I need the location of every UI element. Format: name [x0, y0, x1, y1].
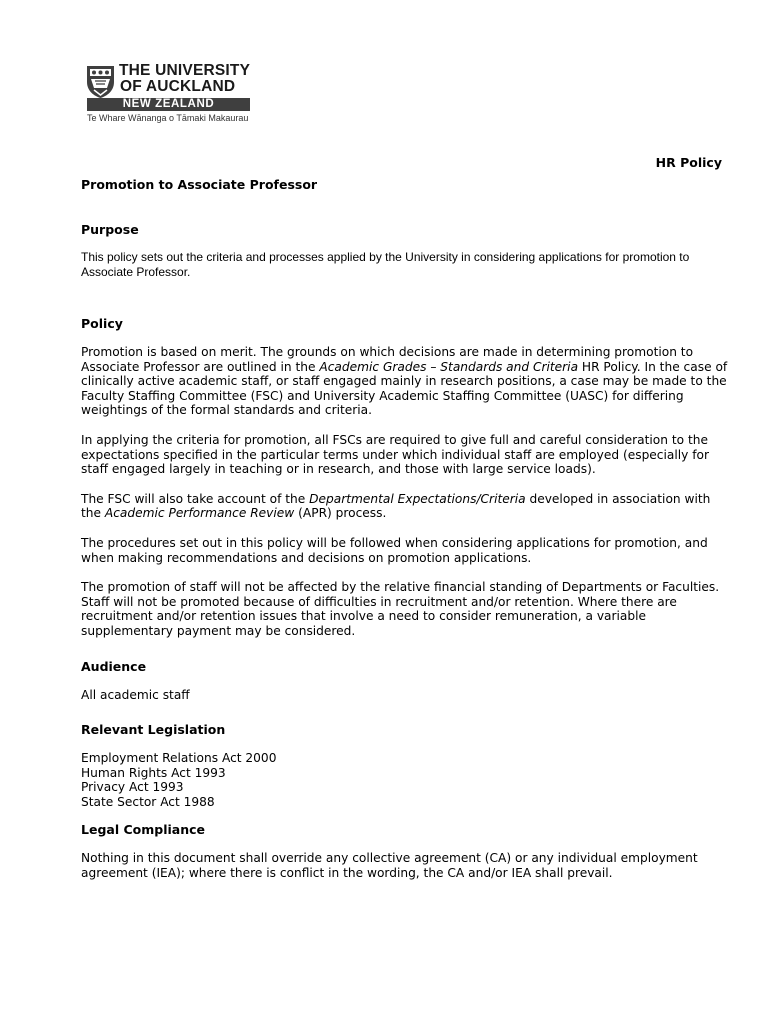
policy-heading: Policy	[81, 316, 123, 331]
legislation-item: Human Rights Act 1993	[81, 765, 226, 780]
purpose-text: This policy sets out the criteria and processes applied by the University in considering applications for promotion to Associate Professor.	[81, 250, 690, 279]
policy-paragraph-1: Promotion is based on merit. The grounds on which decisions are made in determining promotion to Associate Professor are outlined in the Academic Grades – Standards and Criteria HR Policy. In the case of clinically active academic staff, or staff engaged mainly in research positions, a case may be made to the Faculty Staffing Committee (FSC) and University Academic Staffing Committee (UASC) for differing weightings of the formal standards and criteria.	[81, 345, 728, 418]
legal-compliance-heading: Legal Compliance	[81, 822, 205, 838]
policy-paragraph-3: The FSC will also take account of the Departmental Expectations/Criteria developed in association with the Academic Performance Review (APR) process.	[81, 491, 711, 521]
document-type-label: HR Policy	[655, 155, 722, 170]
policy-paragraph-5: The promotion of staff will not be affected by the relative financial standing of Departments or Faculties. Staff will not be promoted because of difficulties in recruitment and/or retention. Where there are recruitment and/or retention issues that involve a need to consider remuneration, a variable supplementary payment may be considered.	[81, 580, 720, 638]
audience-heading: Audience	[81, 658, 147, 674]
university-name: THE UNIVERSITY OF AUCKLAND	[119, 62, 251, 95]
policy-paragraph-4: The procedures set out in this policy will be followed when considering applications for promotion, and when making recommendations and decisions on promotion applications.	[81, 535, 708, 565]
apr-reference: Academic Performance Review	[104, 506, 295, 521]
document-title: Promotion to Associate Professor	[81, 177, 318, 192]
departmental-expectations-reference: Departmental Expectations/Criteria	[309, 491, 526, 506]
audience-text: All academic staff	[81, 687, 190, 702]
purpose-heading: Purpose	[81, 222, 139, 237]
legislation-heading: Relevant Legislation	[81, 722, 226, 738]
legislation-item: Privacy Act 1993	[81, 780, 184, 795]
academic-grades-reference: Academic Grades – Standards and Criteria	[319, 359, 579, 374]
policy-paragraph-2: In applying the criteria for promotion, all FSCs are required to give full and careful consideration to the expectations specified in the particular terms under which individual staff are employed (especially for staff engaged largely in teaching or in research, and those with large service loads).	[81, 432, 709, 477]
university-crest-icon	[85, 65, 116, 99]
policy-document	[81, 177, 731, 881]
university-logo	[85, 63, 255, 125]
country-band: NEW ZEALAND	[87, 98, 250, 111]
legal-compliance-text: Nothing in this document shall override any collective agreement (CA) or any individual employment agreement (IEA); where there is conflict in the wording, the CA and/or IEA shall prevail.	[81, 851, 698, 881]
legislation-item: Employment Relations Act 2000	[81, 751, 277, 766]
maori-name: Te Whare Wānanga o Tāmaki Makaurau	[87, 113, 249, 123]
legislation-list	[81, 751, 731, 809]
legislation-item: State Sector Act 1988	[81, 794, 215, 809]
